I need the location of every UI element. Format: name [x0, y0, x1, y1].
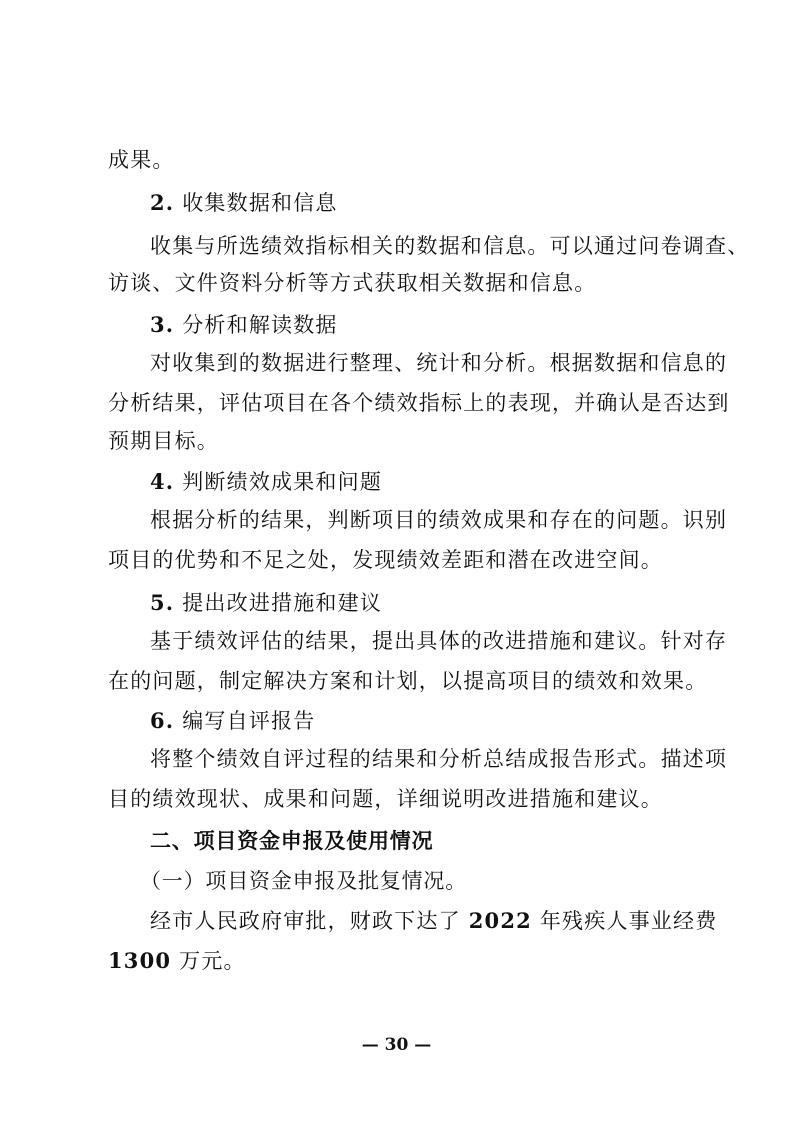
paragraph-line [150, 231, 749, 261]
text: 经市人民政府审批，财政下达了 [150, 909, 461, 933]
year-value: 2022 [468, 908, 532, 933]
paragraph-line [150, 744, 727, 774]
step-number: 3. [150, 312, 175, 337]
subsection-title: （一）项目资金申报及批复情况。 [140, 869, 467, 893]
text: 万元。 [179, 949, 246, 973]
text: 基于绩效评估的结果，提出具体的改进措施和建议。针对存 [150, 629, 728, 653]
text: 年残疾人事业经费 [539, 909, 718, 933]
step-title: 提出改进措施和建议 [182, 591, 383, 615]
subsection-heading [140, 866, 467, 896]
text: 收集与所选绩效指标相关的数据和信息。可以通过问卷调查、 [150, 234, 750, 258]
text: 对收集到的数据进行整理、统计和分析。根据数据和信息的 [150, 351, 728, 375]
text: 根据分析的结果，判断项目的绩效成果和存在的问题。识别 [150, 508, 728, 532]
step-title: 收集数据和信息 [182, 191, 338, 215]
text: 项目的优势和不足之处，发现绩效差距和潜在改进空间。 [108, 548, 663, 572]
section-heading [150, 826, 433, 856]
amount-value: 1300 [108, 948, 172, 973]
step-number: 4. [150, 469, 175, 494]
paragraph-line [108, 545, 663, 575]
step-title: 分析和解读数据 [182, 313, 338, 337]
step-heading-4 [150, 467, 382, 497]
text: 预期目标。 [108, 429, 219, 453]
paragraph-line [108, 426, 219, 456]
paragraph-line [108, 666, 707, 696]
paragraph-line [108, 946, 246, 976]
step-number: 6. [150, 708, 175, 733]
text: 分析结果，评估项目在各个绩效指标上的表现，并确认是否达到 [108, 391, 730, 415]
text: 目的绩效现状、成果和问题，详细说明改进措施和建议。 [108, 787, 663, 811]
step-heading-3 [150, 310, 338, 340]
paragraph-line [150, 505, 727, 535]
page-number: — 30 — [361, 1035, 432, 1055]
paragraph-line [150, 626, 727, 656]
paragraph-line [108, 388, 730, 418]
paragraph-continuation [108, 145, 175, 175]
paragraph-line [150, 348, 727, 378]
paragraph-line [108, 784, 663, 814]
step-heading-5 [150, 588, 382, 618]
step-number: 2. [150, 190, 175, 215]
text: 访谈、文件资料分析等方式获取相关数据和信息。 [108, 271, 597, 295]
step-title: 判断绩效成果和问题 [182, 470, 383, 494]
step-heading-2 [150, 188, 338, 218]
paragraph-line [150, 906, 717, 936]
text: 在的问题，制定解决方案和计划，以提高项目的绩效和效果。 [108, 669, 708, 693]
paragraph-line [108, 268, 596, 298]
step-heading-6 [150, 706, 315, 736]
step-title: 编写自评报告 [182, 709, 316, 733]
section-title: 二、项目资金申报及使用情况 [150, 829, 434, 853]
text: 成果。 [108, 148, 175, 172]
text: 将整个绩效自评过程的结果和分析总结成报告形式。描述项 [150, 747, 728, 771]
step-number: 5. [150, 590, 175, 615]
